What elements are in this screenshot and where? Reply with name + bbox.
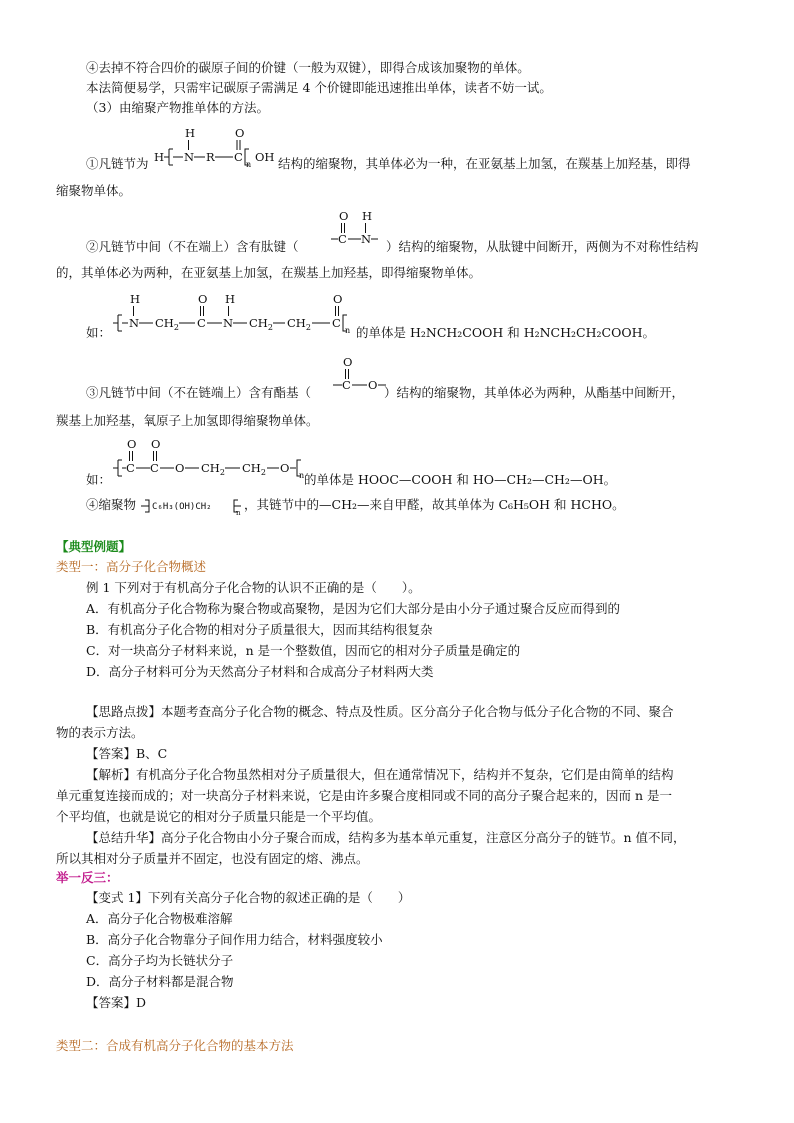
svg-text:H: H: [225, 292, 236, 306]
practice-option-d: D．高分子材料都是混合物: [86, 974, 234, 989]
rule3-example-suffix: 的单体是 HOOC—COOH 和 HO—CH₂—CH₂—OH。: [304, 472, 617, 487]
svg-text:C: C: [332, 316, 341, 330]
rule2-text-a: ）结构的缩聚物，从肽键中间断开，两侧为不对称性结构: [386, 239, 699, 254]
rule3-prefix: ③凡链节中间（不在链端上）含有酯基（: [86, 385, 312, 400]
example1-analysis-3: 个平均值，也就是说它的相对分子质量只能是一个平均值。: [56, 809, 382, 824]
type2-heading: 类型二：合成有机高分子化合物的基本方法: [56, 1038, 294, 1053]
example1-hint-2: 物的表示方法。: [56, 725, 144, 740]
svg-text:n: n: [345, 326, 351, 335]
peptide-bond-structure: [336, 209, 386, 254]
svg-text:OH: OH: [255, 150, 275, 164]
svg-text:CH2: $CH_2$: [249, 316, 273, 332]
svg-text:O: O: [127, 437, 137, 451]
practice-option-b: B．高分子化合物靠分子间作用力结合，材料强度较小: [86, 932, 383, 947]
practice-answer: 【答案】D: [86, 995, 147, 1010]
svg-text:H: H: [362, 209, 373, 223]
svg-text:H: H: [130, 292, 141, 306]
rule1-text-a: 结构的缩聚物，其单体必为一种，在亚氨基上加氢，在羰基上加羟基，即得: [278, 156, 691, 171]
example1-option-a: A．有机高分子化合物称为聚合物或高聚物，是因为它们大部分是由小分子通过聚合反应而得到的: [86, 601, 621, 616]
phenolic-resin-structure: [141, 494, 251, 517]
svg-text:CH2: $CH_2$: [201, 461, 225, 477]
svg-text:N: N: [223, 316, 234, 330]
svg-text:n: n: [246, 160, 252, 169]
section-heading: 【典型例题】: [56, 539, 132, 554]
svg-text:N: N: [361, 232, 372, 246]
rule2-example-prefix: 如：: [86, 325, 112, 340]
intro-line-1: ④去掉不符合四价的碳原子间的价键（一般为双键），即得合成该加聚物的单体。: [86, 60, 530, 75]
svg-text:n: n: [236, 509, 241, 517]
svg-text:N: N: [184, 150, 195, 164]
example1-analysis-1: 【解析】有机高分子化合物虽然相对分子质量很大，但在通常情况下，结构并不复杂，它们是由简单的结构: [86, 767, 674, 782]
svg-text:CH2: $CH_2$: [287, 316, 311, 332]
example1-hint-1: 【思路点拨】本题考查高分子化合物的概念、特点及性质。区分高分子化合物与低分子化合物的不同、聚合: [86, 704, 674, 719]
svg-text:C: C: [234, 150, 243, 164]
svg-text:O: O: [175, 461, 185, 475]
svg-text:H: H: [154, 150, 165, 164]
svg-text:O: O: [280, 461, 290, 475]
example1-summary-2: 所以其相对分子质量并不固定，也没有固定的熔、沸点。: [56, 851, 369, 866]
example1-question: 例 1 下列对于有机高分子化合物的认识不正确的是（ ）。: [86, 580, 421, 595]
rule1-text-b: 缩聚物单体。: [56, 183, 132, 198]
rule2-example-suffix: 的单体是 H₂NCH₂COOH 和 H₂NCH₂CH₂COOH。: [356, 325, 655, 340]
svg-text:N: N: [129, 316, 140, 330]
practice-heading: 举一反三：: [56, 870, 119, 885]
intro-line-3: （3）由缩聚产物推单体的方法。: [86, 100, 269, 115]
polyester-structure: [113, 436, 328, 486]
rule3-text-b: 羰基上加羟基，氧原子上加氢即得缩聚物单体。: [56, 413, 319, 428]
rule2-text-b: 的，其单体必为两种，在亚氨基上加氢，在羰基上加羟基，即得缩聚物单体。: [56, 265, 482, 280]
rule1-structure: [154, 125, 279, 175]
practice-option-c: C．高分子均为长链状分子: [86, 953, 234, 968]
svg-text:CH2: $CH_2$: [155, 316, 179, 332]
svg-text:H: H: [185, 126, 196, 140]
rule3-text-a: ）结构的缩聚物，其单体必为两种，从酯基中间断开，: [384, 385, 685, 400]
svg-text:R: R: [206, 150, 215, 164]
example1-summary-1: 【总结升华】高分子化合物由小分子聚合而成，结构多为基本单元重复，注意区分高分子的链节。n 值不同，: [86, 830, 686, 845]
rule4-formula: C₆H₃(OH)CH₂: [152, 502, 212, 512]
practice-question: 【变式 1】下列有关高分子化合物的叙述正确的是（ ）: [86, 890, 411, 905]
intro-line-2: 本法简便易学，只需牢记碳原子需满足 4 个价键即能迅速推出单体，读者不妨一试。: [86, 80, 552, 95]
svg-text:O: O: [333, 292, 343, 306]
rule4-prefix: ④缩聚物: [86, 497, 137, 512]
type1-heading: 类型一：高分子化合物概述: [56, 559, 207, 574]
polyamide-structure: [113, 291, 363, 341]
svg-text:O: O: [151, 437, 161, 451]
svg-text:C: C: [150, 461, 159, 475]
svg-text:C: C: [197, 316, 206, 330]
rule4-text: ，其链节中的—CH₂—来自甲醛，故其单体为 C₆H₅OH 和 HCHO。: [244, 497, 625, 512]
svg-text:O: O: [235, 126, 245, 140]
svg-text:C: C: [342, 378, 351, 392]
rule3-example-prefix: 如：: [86, 472, 112, 487]
example1-answer: 【答案】B、C: [86, 746, 168, 761]
svg-text:O: O: [198, 292, 208, 306]
svg-text:O: O: [339, 209, 349, 223]
svg-text:C: C: [126, 461, 135, 475]
example1-option-b: B．有机高分子化合物的相对分子质量很大，因而其结构很复杂: [86, 622, 433, 637]
svg-text:C: C: [338, 232, 347, 246]
svg-text:O: O: [343, 355, 353, 369]
svg-text:O: O: [368, 378, 378, 392]
example1-option-c: C．对一块高分子材料来说，n 是一个整数值，因而它的相对分子质量是确定的: [86, 643, 521, 658]
practice-option-a: A．高分子化合物极难溶解: [86, 911, 233, 926]
example1-analysis-2: 单元重复连接而成的；对一块高分子材料来说，它是由许多聚合度相同或不同的高分子聚合起来的，因而 n 是一: [56, 788, 672, 803]
svg-text:CH2: $CH_2$: [242, 461, 266, 477]
rule1-prefix: ①凡链节为: [86, 156, 149, 171]
rule2-prefix: ②凡链节中间（不在端上）含有肽键（: [86, 239, 299, 254]
example1-option-d: D．高分子材料可分为天然高分子材料和合成高分子材料两大类: [86, 664, 434, 679]
svg-text:n: n: [299, 471, 305, 480]
